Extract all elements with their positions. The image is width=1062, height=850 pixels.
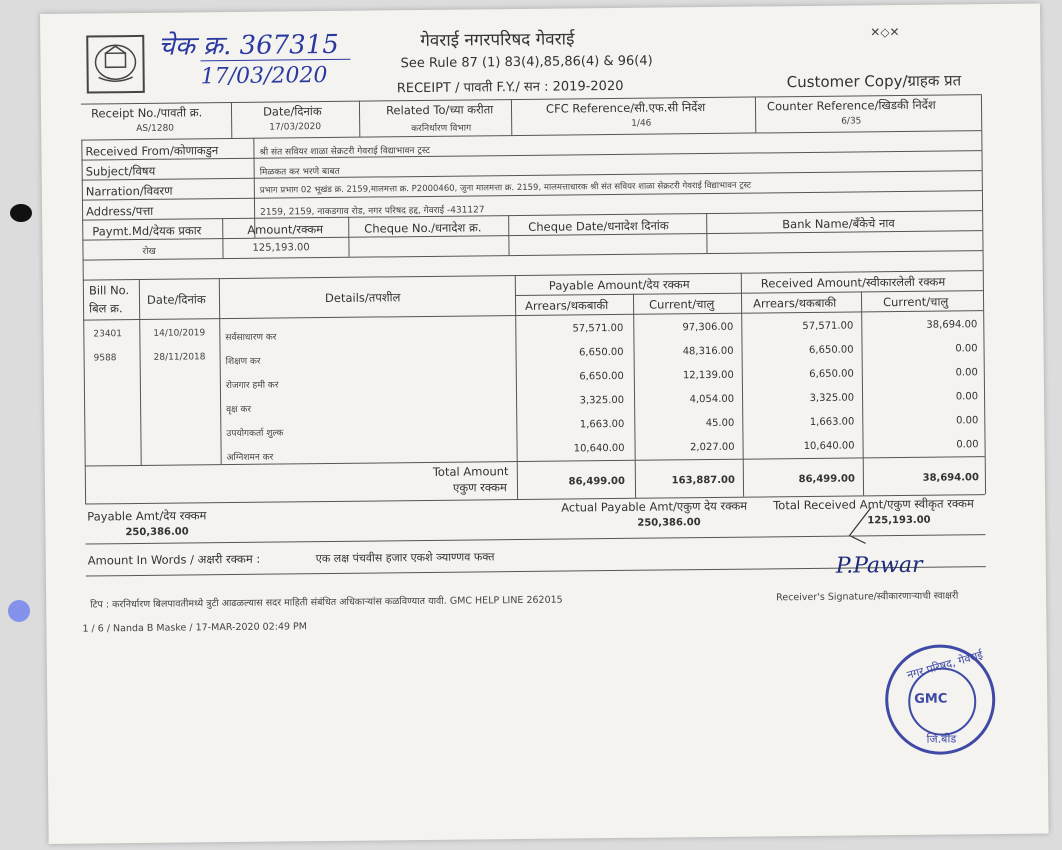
tax-detail: सर्वसाधारण कर [225,332,277,344]
date-value: 17/03/2020 [269,122,322,133]
receipt-paper [40,4,1049,844]
received-amount-label: Received Amount/स्वीकारलेली रक्कम [760,274,946,291]
total-received-label: Total Received Amt/एकुण स्वीकृत रक्कम [773,496,974,513]
counter-ref-value: 6/35 [841,116,862,127]
footer-note: टिप : करनिर्धारण बिलपावतीमध्ये त्रुटी आढळल्यास सदर माहिती संबंधित अधिकाऱ्यांस कळविण्यात यावी. GMC HELP LINE 262015 [90,594,563,611]
line [219,278,222,464]
total-received-value: 125,193.00 [867,514,931,527]
emblem-top-right: ✕◇✕ [870,25,900,40]
amount-in-words-value: एक लक्ष पंचवीस हजार एकशे ञ्याण्णव फक्त [315,550,495,566]
received-arrears-label: Arrears/थकबाकी [752,295,837,311]
receiver-signature: P.Pawar [835,552,923,579]
rec-current: 0.00 [955,391,979,403]
tax-detail: वृक्ष कर [226,404,252,416]
payable-amount-label: Payable Amount/देय रक्कम [548,277,690,293]
line [508,215,509,255]
tax-detail: अग्निशमन कर [226,452,274,464]
pay-arrears: 6,650.00 [579,370,624,383]
bill-date-label: Date/दिनांक [146,292,206,307]
rec-current: 0.00 [955,343,978,355]
amount-label: Amount/रक्कम [247,222,324,237]
payable-arrears-label: Arrears/थकबाकी [525,298,609,313]
receipt-no-label: Receipt No./पावती क्र. [90,105,203,121]
pay-current: 12,139.00 [682,369,734,382]
tax-detail: उपयोगकर्ता शुल्क [226,428,284,440]
related-to-value: करनिर्धारण विभाग [411,123,472,135]
pay-arrears: 3,325.00 [579,394,625,407]
line [706,213,707,253]
payment-mode-value: रोख [142,246,156,257]
gmc-stamp [885,644,996,755]
subject-value: मिळकत कर भरणे बाबत [259,166,340,178]
pay-arrears: 1,663.00 [579,418,625,431]
print-info: 1 / 6 / Nanda B Maske / 17-MAR-2020 02:49 PM [82,621,308,635]
bill-entry-2-date: 28/11/2018 [153,352,206,363]
received-from-value: श्री संत सवियर शाळा सेक्रटरी गेवराई विद्याभावन ट्रस्ट [259,145,431,158]
payable-amt-label: Payable Amt/देय रक्कम [87,508,207,524]
amount-value: 125,193.00 [252,242,310,254]
receipt-fy: RECEIPT / पावती F.Y./ सन : 2019-2020 [396,78,624,97]
rec-arrears: 10,640.00 [803,440,855,453]
line [83,250,983,260]
pay-current: 4,054.00 [689,393,735,406]
related-to-label: Related To/च्या करीता [385,102,494,118]
total-pay-arrears: 86,499.00 [568,475,625,488]
cfc-ref-value: 1/46 [631,118,652,129]
stamp-gmc-text: GMC [914,691,948,707]
rule-text: See Rule 87 (1) 83(4),85,86(4) & 96(4) [400,53,653,72]
line [81,130,981,140]
line [82,170,982,180]
payable-current-label: Current/चालु [649,296,715,312]
handwritten-date: 17/03/2020 [200,62,328,90]
rec-current: 0.00 [955,415,979,427]
line [139,279,142,465]
rec-arrears: 3,325.00 [809,392,855,404]
stamp-bottom-text: जि.बीड [926,732,957,746]
rec-current: 38,694.00 [926,319,978,331]
line [515,275,518,499]
bill-entry-1-date: 14/10/2019 [153,328,206,339]
rec-arrears: 6,650.00 [809,368,854,380]
line [861,291,864,495]
date-label: Date/दिनांक [262,104,322,119]
received-from-label: Received From/कोणाकडुन [85,143,219,159]
line [359,101,360,137]
total-amount-label-mr: एकुण रक्कम [452,480,507,495]
amount-in-words-label: Amount In Words / अक्षरी रक्कम : [87,551,261,568]
logo-emblem-icon [88,37,143,92]
receipt-no-value: AS/1280 [136,123,175,134]
narration-label: Narration/विवरण [85,183,173,199]
bill-no-label: Bill No. [88,283,130,298]
rec-current: 0.00 [956,439,979,451]
payable-amt-value: 250,386.00 [125,526,189,539]
bill-no-label-mr: बिल क्र. [89,301,123,316]
payment-mode-label: Paymt.Md/देयक प्रकार [92,223,202,239]
tax-detail: शिक्षण कर [225,356,261,368]
actual-payable-value: 250,386.00 [637,517,701,529]
actual-payable-label: Actual Payable Amt/एकुण देय रक्कम [561,498,748,515]
total-rec-current: 38,694.00 [922,472,979,484]
line [981,94,986,494]
line [231,102,232,138]
bank-name-label: Bank Name/बँकेचे नाव [782,216,895,232]
receiver-signature-label: Receiver's Signature/स्वीकारणाऱ्याची स्वाक्षरी [776,590,959,604]
council-name: गेवराई नगरपरिषद गेवराई [420,29,575,52]
page-badge-icon [8,600,30,622]
handwritten-tick-icon [845,505,875,545]
bill-entry-1-no: 23401 [93,329,123,340]
pay-arrears: 6,650.00 [578,346,624,359]
customer-copy: Customer Copy/ग्राहक प्रत [786,71,962,92]
narration-value: प्रभाग प्रभाग 02 भूखंड क्र. 2159,मालमत्ता क्र. P2000460, जुना मालमत्ता क्र. 2159, मालमत्ताधारक श्री संत सवियर शाळा सेक्रटरी गेवराई विद्याभावन ट्रस्ट [259,180,752,196]
rec-arrears: 6,650.00 [808,344,854,356]
subject-label: Subject/विषय [85,163,156,179]
line [511,99,512,135]
pay-current: 45.00 [705,417,735,430]
total-pay-current: 163,887.00 [671,474,735,487]
line [741,273,744,497]
bill-entry-2-no: 9588 [93,353,117,364]
handwritten-cheque-number: चेक क्र. 367315 [158,29,339,62]
received-current-label: Current/चालु [882,294,949,310]
counter-ref-label: Counter Reference/खिडकी निर्देश [766,97,936,114]
address-value: 2159, 2159, नाकडगाव रोड, नगर परिषद हद्द, गेवराई -431127 [260,205,485,218]
pay-arrears: 57,571.00 [572,322,624,335]
line [222,218,223,258]
pay-current: 48,316.00 [682,345,734,358]
total-rec-arrears: 86,499.00 [798,473,855,486]
tax-detail: रोजगार हमी कर [225,380,279,392]
line [633,294,636,498]
cheque-date-label: Cheque Date/धनादेश दिनांक [528,218,669,234]
line [348,217,349,257]
hole-punch-mark [10,204,32,222]
details-label: Details/तपशील [324,290,401,306]
rec-current: 0.00 [955,367,978,379]
total-amount-label: Total Amount [432,464,509,479]
pay-current: 2,027.00 [689,441,735,454]
rec-arrears: 1,663.00 [809,416,855,428]
cfc-ref-label: CFC Reference/सी.एफ.सी निर्देश [545,100,706,116]
address-label: Address/पत्ता [85,203,154,219]
rec-arrears: 57,571.00 [802,320,854,333]
gmc-logo [86,35,145,94]
pay-arrears: 10,640.00 [573,442,625,455]
stamp-top-text: नगर परिषद, गेवराई [905,648,985,682]
pay-current: 97,306.00 [682,321,734,334]
cheque-no-label: Cheque No./धनादेश क्र. [364,220,482,236]
line [755,97,756,133]
